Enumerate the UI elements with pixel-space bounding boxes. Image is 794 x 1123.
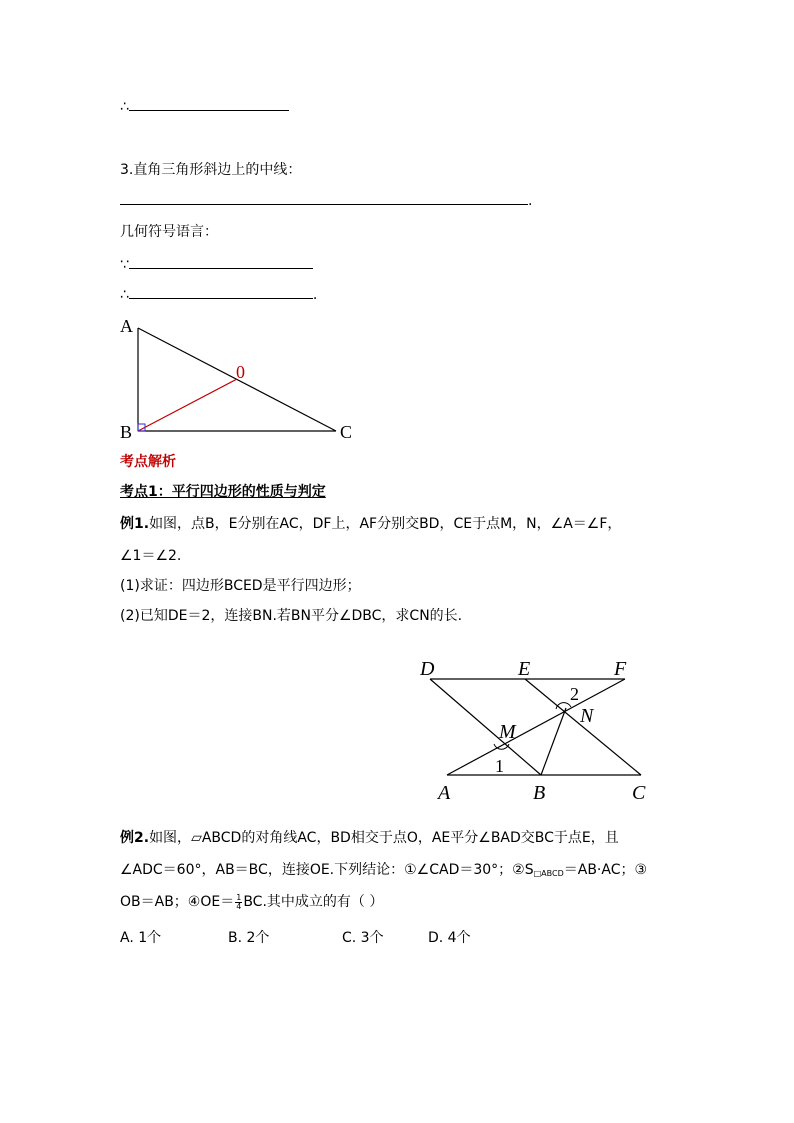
answer-blank[interactable]: [120, 190, 528, 205]
because-line: [120, 254, 313, 275]
therefore-symbol: ∴: [120, 99, 129, 115]
median-bo: [138, 379, 237, 431]
parallelogram-figure: [420, 650, 660, 810]
therefore-line: [120, 284, 317, 305]
end-dot: .: [528, 193, 533, 209]
item3-blank-line: [120, 190, 532, 211]
option-c[interactable]: C. 3个: [342, 930, 384, 946]
therefore-line-top: [120, 96, 289, 117]
label-angle-2: 2: [570, 684, 579, 704]
example2-text: BC.其中成立的有（ ）: [243, 894, 384, 910]
parallelogram-icon: ▱: [191, 830, 202, 846]
example1-label: 例1.: [120, 516, 150, 532]
fraction-denominator: 4: [236, 901, 242, 911]
analysis-heading: 考点解析: [120, 454, 176, 470]
end-dot: .: [312, 287, 318, 303]
example1-line2: ∠1＝∠2.: [120, 548, 182, 564]
therefore-symbol: ∴: [120, 287, 129, 303]
label-f: F: [614, 658, 627, 680]
option-a[interactable]: A. 1个: [120, 930, 162, 946]
example2-text: ＝AB·AC；③: [563, 862, 648, 878]
label-e: E: [518, 658, 531, 680]
example1-q2: (2)已知DE＝2，连接BN.若BN平分∠DBC，求CN的长.: [120, 608, 463, 624]
label-a: A: [120, 316, 133, 336]
answer-blank[interactable]: [129, 284, 313, 299]
geom-label: 几何符号语言：: [120, 224, 218, 240]
item3-title: 3.直角三角形斜边上的中线：: [120, 162, 302, 178]
line-db: [430, 679, 541, 775]
answer-blank[interactable]: [129, 254, 313, 269]
label-n: N: [580, 705, 594, 727]
label-o: 0: [236, 362, 245, 382]
because-symbol: ∵: [120, 257, 129, 273]
label-b: B: [120, 422, 133, 442]
option-b[interactable]: B. 2个: [228, 930, 270, 946]
label-d: D: [420, 658, 435, 680]
example1-q1: (1)求证：四边形BCED是平行四边形；: [120, 578, 361, 594]
right-triangle-figure: [110, 310, 370, 450]
example2-text: ∠ADC＝60°，AB＝BC，连接OE.下列结论：①∠CAD＝30°；②S: [120, 862, 534, 878]
example2-text: 如图，: [149, 830, 192, 846]
answer-blank[interactable]: [129, 96, 289, 111]
label-c: C: [632, 782, 646, 804]
label-c: C: [340, 422, 353, 442]
example2-line1: [120, 828, 619, 848]
example2-label: 例2.: [120, 830, 150, 846]
fraction-numerator: 1: [236, 892, 242, 902]
point1-heading: 考点1：平行四边形的性质与判定: [120, 484, 326, 500]
label-angle-1: 1: [495, 756, 504, 776]
option-d[interactable]: D. 4个: [428, 930, 471, 946]
line-af: [447, 679, 625, 775]
example2-text: ABCD的对角线AC，BD相交于点O，AE平分∠BAD交BC于点E，且: [201, 830, 619, 846]
fraction-one-quarter: [235, 894, 242, 911]
line-ec: [525, 679, 641, 775]
label-m: M: [499, 721, 516, 743]
label-b: B: [533, 782, 546, 804]
example2-line2: [120, 860, 647, 884]
example1-text: 如图，点B，E分别在AC，DF上，AF分别交BD，CE于点M，N，∠A＝∠F，: [149, 516, 622, 532]
example2-line3: [120, 892, 383, 912]
area-subscript: □ABCD: [533, 869, 564, 878]
example2-text: OB＝AB；④OE＝: [120, 894, 235, 910]
label-a: A: [438, 782, 451, 804]
example1-line1: [120, 514, 621, 534]
